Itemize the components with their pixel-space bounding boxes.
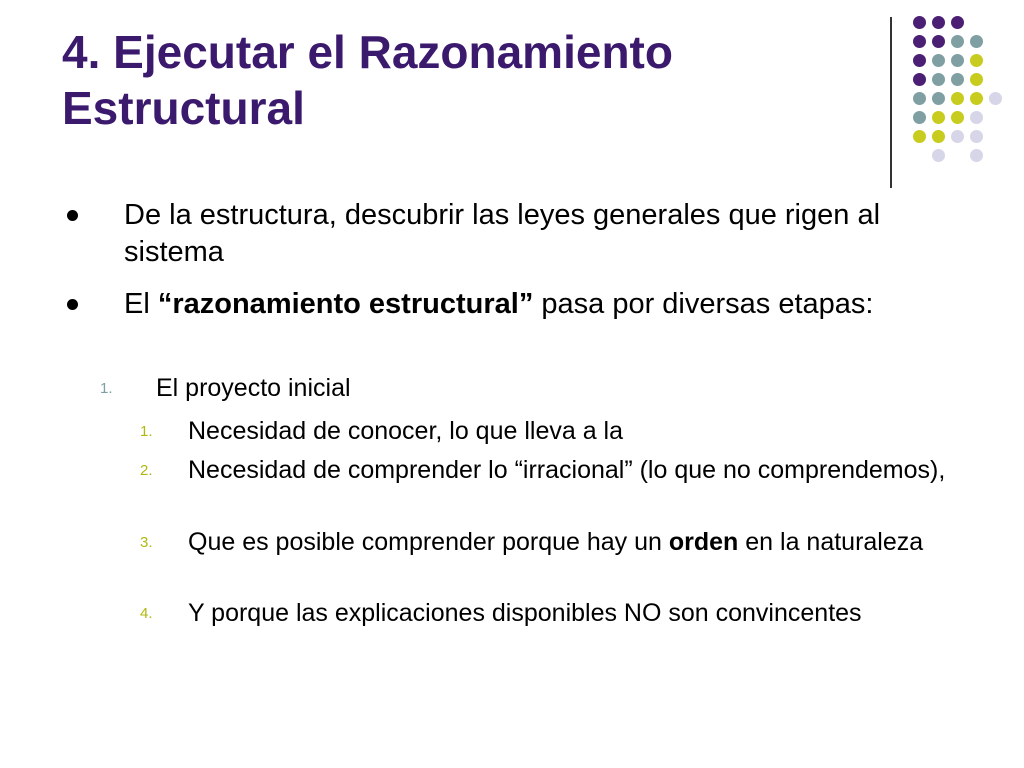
item-number: 2. [140, 462, 153, 479]
numbered-sub-item [100, 373, 976, 404]
item-number: 4. [140, 605, 153, 622]
item-text-bold: orden [668, 528, 739, 556]
item-number: 3. [140, 534, 153, 551]
bullet-text-bold: “razonamiento estructural” [157, 288, 534, 320]
item-text: Necesidad de conocer, lo que lleva a la [188, 417, 624, 445]
item-text-start: Que es posible comprender porque hay un [188, 528, 669, 556]
bullet-text-start: El [124, 288, 158, 320]
numbered-sub-sub-item [140, 527, 978, 558]
bullet-icon [67, 299, 78, 310]
slide-title-line-2: Estructural [62, 82, 305, 134]
item-text: Y porque las explicaciones disponibles NO son convincentes [188, 599, 862, 627]
bullet-text-end: pasa por diversas etapas: [533, 288, 874, 320]
bullet-text: De la estructura, descubrir las leyes generales que rigen al sistema [124, 199, 881, 268]
bullet-item [124, 197, 974, 271]
slide-title-line-1: 4. Ejecutar el Razonamiento [62, 26, 673, 78]
numbered-sub-sub-item [140, 598, 978, 629]
numbered-sub-sub-item [140, 455, 978, 486]
numbered-sub-sub-item [140, 416, 978, 447]
item-text-end: en la naturaleza [738, 528, 924, 556]
item-number: 1. [140, 423, 153, 440]
bullet-icon [67, 210, 78, 221]
item-text: Necesidad de comprender lo “irracional” (lo que no comprendemos), [188, 456, 946, 484]
bullet-item [124, 286, 974, 323]
item-text: El proyecto inicial [156, 374, 351, 402]
item-number: 1. [100, 380, 113, 397]
